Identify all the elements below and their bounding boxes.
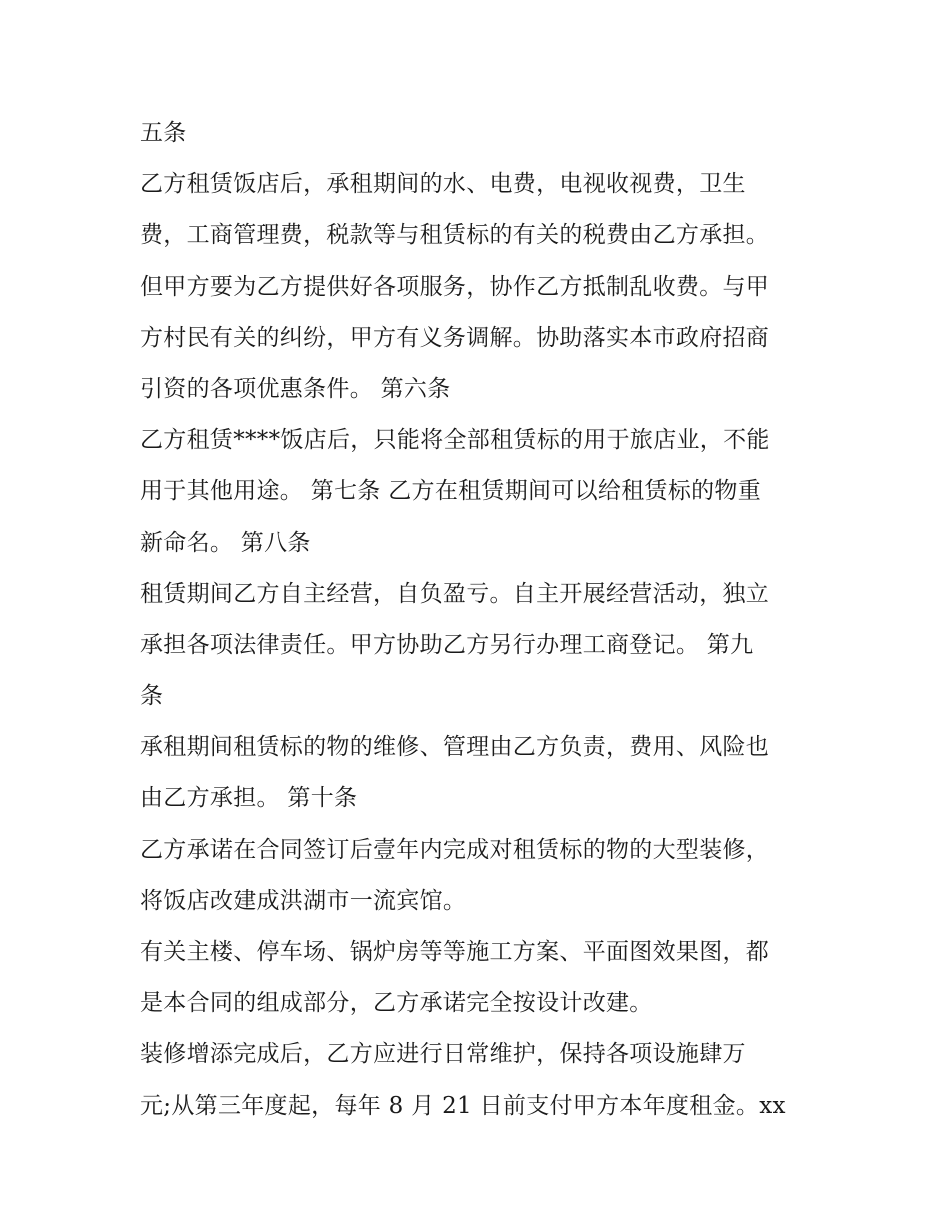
text-line: 装修增添完成后，乙方应进行日常维护，保持各项设施肆万 [140, 1041, 746, 1068]
text-line: 用于其他用途。 第七条 乙方在租赁期间可以给租赁标的物重 [140, 478, 762, 505]
contract-text [140, 108, 820, 1132]
text-line: 条 [140, 683, 164, 710]
text-line: 租赁期间乙方自主经营，自负盈亏。自主开展经营活动，独立 [140, 580, 770, 607]
text-line: 由乙方承担。 第十条 [140, 785, 358, 812]
text-line: 乙方租赁****饭店后，只能将全部租赁标的用于旅店业，不能 [140, 427, 770, 454]
text-line: 引资的各项优惠条件。 第六条 [140, 375, 451, 402]
text-line: 方村民有关的纠纷，甲方有义务调解。协助落实本市政府招商 [140, 324, 770, 351]
text-line: 乙方租赁饭店后，承租期间的水、电费，电视收视费，卫生 [140, 171, 746, 198]
text-line: 将饭店改建成洪湖市一流宾馆。 [140, 887, 467, 914]
text-line: 承担各项法律责任。甲方协助乙方另行办理工商登记。 第九 [140, 631, 754, 658]
text-line: 五条 [140, 120, 187, 146]
text-line: 是本合同的组成部分，乙方承诺完全按设计改建。 [140, 990, 653, 1017]
text-line: 新命名。 第八条 [140, 529, 311, 556]
text-line: 费，工商管理费，税款等与租赁标的有关的税费由乙方承担。 [140, 222, 770, 249]
text-line: 乙方承诺在合同签订后壹年内完成对租赁标的物的大型装修， [140, 836, 770, 863]
text-line: 元;从第三年度起，每年 8 月 21 日前支付甲方本年度租金。xx [140, 1092, 786, 1119]
text-line: 有关主楼、停车场、锅炉房等等施工方案、平面图效果图，都 [140, 939, 770, 965]
text-line: 承租期间租赁标的物的维修、管理由乙方负责，费用、风险也 [140, 734, 770, 761]
text-line: 但甲方要为乙方提供好各项服务，协作乙方抵制乱收费。与甲 [140, 273, 770, 300]
